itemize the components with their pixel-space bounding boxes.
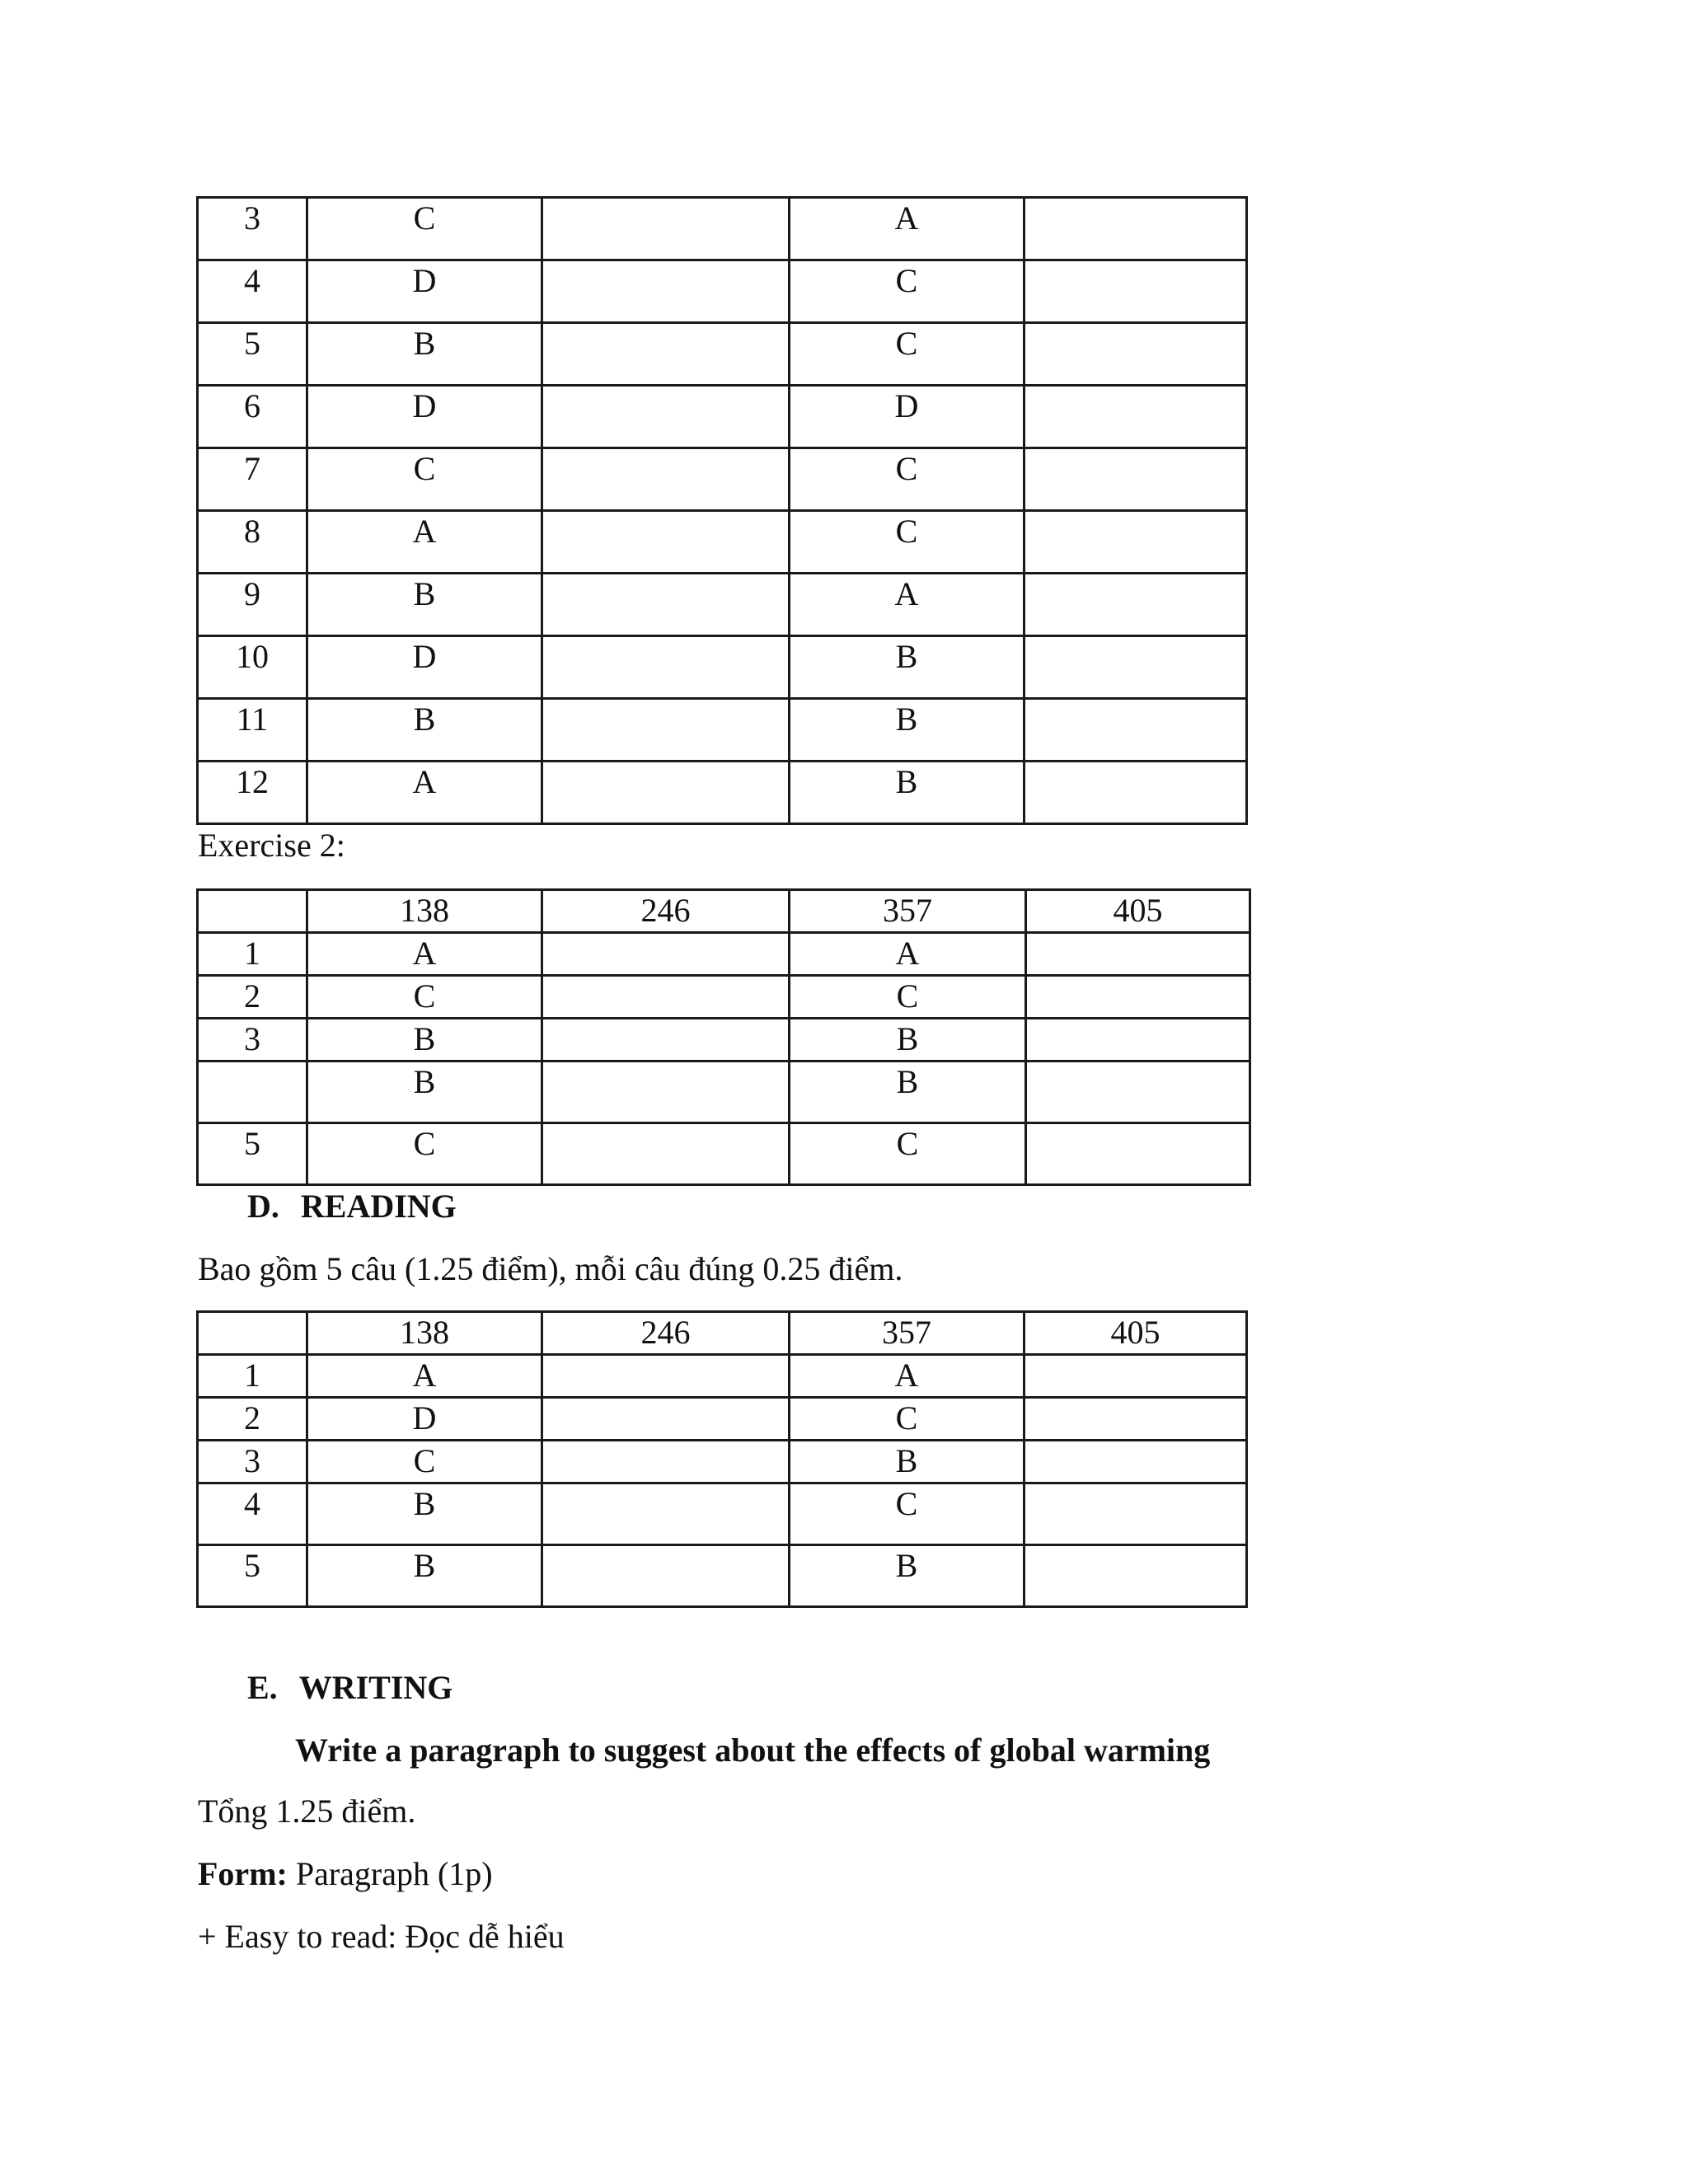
table-cell (198, 1123, 307, 1185)
cell-text: 138 (400, 892, 449, 929)
cell-text (1025, 1399, 1245, 1400)
table-cell (307, 1483, 542, 1545)
table-cell (1025, 1483, 1247, 1545)
table-cell (542, 448, 790, 511)
table-cell (307, 1312, 542, 1355)
table-cell (198, 762, 307, 824)
cell-text (543, 762, 788, 764)
table-cell (542, 699, 790, 762)
table-row (198, 762, 1247, 824)
table-cell (198, 1441, 307, 1483)
cell-text (543, 700, 788, 701)
table-cell (1025, 1312, 1247, 1355)
cell-text: B (413, 701, 436, 738)
table-row (198, 574, 1247, 636)
table-cell (1025, 386, 1247, 448)
cell-text (543, 449, 788, 451)
cell-text (1027, 934, 1249, 935)
cell-text (199, 891, 306, 893)
cell-text: 3 (244, 199, 260, 237)
table-header-row (198, 890, 1250, 933)
cell-text: A (412, 935, 437, 972)
cell-text: 1 (244, 1357, 260, 1394)
table-cell (307, 574, 542, 636)
table-cell (1026, 933, 1250, 976)
cell-text (1025, 512, 1245, 513)
table-cell (542, 1441, 790, 1483)
cell-text: 246 (640, 892, 691, 929)
table-row (198, 260, 1247, 323)
cell-text: 4 (244, 262, 260, 299)
cell-text (543, 1399, 788, 1400)
table-cell (542, 260, 790, 323)
table-cell (198, 1062, 307, 1123)
table-cell (542, 198, 790, 260)
table-cell (1026, 1019, 1250, 1062)
cell-text: 5 (244, 1547, 260, 1584)
reading-heading (247, 1187, 457, 1226)
table-cell (542, 1312, 790, 1355)
table-cell (542, 890, 790, 933)
table-cell (307, 636, 542, 699)
cell-text: C (896, 977, 919, 1015)
answer-table-exercise-1 (196, 196, 1248, 825)
cell-text: 12 (236, 763, 269, 800)
cell-text (543, 1484, 788, 1486)
table-cell (198, 1545, 307, 1607)
table-cell (307, 198, 542, 260)
table-cell (790, 1441, 1025, 1483)
table-cell (542, 1483, 790, 1545)
table-cell (1025, 1398, 1247, 1441)
cell-text: C (895, 513, 918, 550)
answer-table-exercise-2 (196, 888, 1251, 1186)
table-row (198, 636, 1247, 699)
cell-text (1027, 977, 1249, 978)
table-cell (1025, 1545, 1247, 1607)
table-cell (1025, 323, 1247, 386)
cell-text: C (895, 262, 918, 299)
exercise-2-label: Exercise 2: (198, 827, 345, 864)
cell-text: A (894, 1357, 919, 1394)
table-cell (198, 976, 307, 1019)
cell-text (1027, 1019, 1249, 1021)
table-cell (790, 636, 1025, 699)
table-cell (790, 511, 1025, 574)
cell-text (543, 1441, 788, 1443)
cell-text: 5 (244, 1125, 260, 1162)
cell-text: 11 (236, 701, 269, 738)
table-cell (542, 386, 790, 448)
cell-text: A (412, 1357, 437, 1394)
table-row (198, 1398, 1247, 1441)
table-cell (198, 1312, 307, 1355)
table-cell (307, 1398, 542, 1441)
table-cell (307, 1123, 542, 1185)
cell-text: D (412, 638, 437, 675)
table-row (198, 1441, 1247, 1483)
cell-text: B (413, 325, 436, 362)
table-cell (790, 933, 1026, 976)
cell-text: B (413, 1063, 436, 1100)
cell-text: A (895, 935, 920, 972)
table-cell (307, 448, 542, 511)
table-cell (790, 448, 1025, 511)
table-cell (542, 574, 790, 636)
table-cell (790, 1019, 1026, 1062)
cell-text: C (895, 450, 918, 487)
cell-text: 405 (1110, 1314, 1160, 1351)
table-cell (198, 511, 307, 574)
table-cell (790, 1123, 1026, 1185)
writing-prompt: Write a paragraph to suggest about the effects of global warming (295, 1732, 1211, 1769)
table-cell (198, 699, 307, 762)
table-cell (790, 1545, 1025, 1607)
cell-text: C (413, 450, 436, 487)
table-cell (790, 762, 1025, 824)
table-cell (790, 1312, 1025, 1355)
cell-text (543, 324, 788, 326)
cell-text: B (896, 1020, 919, 1057)
table-row (198, 1062, 1250, 1123)
table-cell (790, 386, 1025, 448)
table-cell (1026, 1062, 1250, 1123)
table-cell (790, 890, 1026, 933)
reading-marker: D. (247, 1188, 279, 1225)
reading-title: READING (300, 1188, 457, 1225)
cell-text: B (896, 1063, 919, 1100)
cell-text (543, 387, 788, 388)
cell-text (1025, 324, 1245, 326)
table-row (198, 386, 1247, 448)
cell-text (199, 1062, 306, 1064)
table-cell (542, 1355, 790, 1398)
answer-table-reading (196, 1310, 1248, 1608)
table-cell (542, 323, 790, 386)
cell-text: C (413, 977, 436, 1015)
cell-text: 2 (244, 977, 260, 1015)
cell-text: C (895, 1485, 918, 1522)
table-cell (542, 1019, 790, 1062)
table-row (198, 323, 1247, 386)
cell-text: A (412, 513, 437, 550)
cell-text (1025, 700, 1245, 701)
table-cell (1025, 448, 1247, 511)
table-cell (542, 1398, 790, 1441)
cell-text: C (896, 1125, 919, 1162)
table-cell (198, 448, 307, 511)
reading-description: Bao gồm 5 câu (1.25 điểm), mỗi câu đúng 0.25 điểm. (198, 1250, 903, 1287)
cell-text: D (894, 387, 919, 424)
cell-text: 8 (244, 513, 260, 550)
cell-text (543, 1124, 788, 1126)
table-cell (198, 1019, 307, 1062)
cell-text: 357 (883, 892, 932, 929)
table-cell (542, 636, 790, 699)
table-row (198, 198, 1247, 260)
cell-text: A (894, 199, 919, 237)
cell-text: D (412, 1399, 437, 1436)
cell-text (543, 1356, 788, 1357)
cell-text: 1 (244, 935, 260, 972)
table-cell (198, 1355, 307, 1398)
cell-text: C (413, 199, 436, 237)
cell-text (543, 977, 788, 978)
table-cell (790, 574, 1025, 636)
writing-marker: E. (247, 1669, 278, 1706)
table-cell (542, 1062, 790, 1123)
table-cell (1025, 762, 1247, 824)
cell-text (1025, 1356, 1245, 1357)
table-cell (198, 1483, 307, 1545)
cell-text: B (413, 575, 436, 612)
table-cell (307, 260, 542, 323)
table-cell (307, 1355, 542, 1398)
cell-text: A (412, 763, 437, 800)
table-cell (1026, 1123, 1250, 1185)
cell-text: A (894, 575, 919, 612)
cell-text: 9 (244, 575, 260, 612)
table-cell (1025, 699, 1247, 762)
cell-text: B (895, 1442, 918, 1479)
cell-text (543, 934, 788, 935)
cell-text: B (895, 701, 918, 738)
table-cell (542, 1123, 790, 1185)
table-cell (1025, 260, 1247, 323)
cell-text (1025, 574, 1245, 576)
cell-text (543, 637, 788, 639)
table-row (198, 1123, 1250, 1185)
cell-text: C (895, 325, 918, 362)
table-cell (1025, 636, 1247, 699)
cell-text: 138 (400, 1314, 449, 1351)
table-cell (307, 323, 542, 386)
table-cell (542, 511, 790, 574)
cell-text (1025, 261, 1245, 263)
cell-text (543, 1546, 788, 1548)
writing-form (198, 1854, 493, 1894)
writing-title: WRITING (298, 1669, 453, 1706)
cell-text (1025, 387, 1245, 388)
table-cell (198, 636, 307, 699)
table-cell (307, 386, 542, 448)
cell-text (1025, 1546, 1245, 1548)
table-row (198, 1545, 1247, 1607)
cell-text: 3 (244, 1020, 260, 1057)
cell-text: B (413, 1547, 436, 1584)
table-cell (307, 890, 542, 933)
cell-text (543, 261, 788, 263)
table-cell (790, 323, 1025, 386)
cell-text: 405 (1113, 892, 1163, 929)
cell-text: B (895, 1547, 918, 1584)
table-cell (1025, 1441, 1247, 1483)
cell-text (543, 1019, 788, 1021)
cell-text (1027, 1124, 1249, 1126)
table-row (198, 511, 1247, 574)
table-cell (307, 933, 542, 976)
table-cell (307, 1545, 542, 1607)
table-cell (790, 1062, 1026, 1123)
table-cell (790, 1398, 1025, 1441)
cell-text: B (895, 638, 918, 675)
table-cell (198, 933, 307, 976)
table-row (198, 933, 1250, 976)
cell-text: 2 (244, 1399, 260, 1436)
cell-text: B (413, 1020, 436, 1057)
table-cell (307, 1441, 542, 1483)
table-cell (1025, 574, 1247, 636)
table-cell (307, 511, 542, 574)
table-cell (198, 890, 307, 933)
table-cell (790, 699, 1025, 762)
cell-text: 246 (640, 1314, 691, 1351)
table-cell (1025, 198, 1247, 260)
writing-heading (247, 1668, 452, 1708)
cell-text (1025, 199, 1245, 200)
table-cell (542, 762, 790, 824)
table-cell (198, 198, 307, 260)
form-value: Paragraph (1p) (287, 1855, 493, 1892)
table-header-row (198, 1312, 1247, 1355)
table-cell (790, 260, 1025, 323)
table-cell (542, 933, 790, 976)
cell-text: 7 (244, 450, 260, 487)
cell-text: D (412, 262, 437, 299)
cell-text: B (413, 1485, 436, 1522)
table-row (198, 1019, 1250, 1062)
table-cell (542, 1545, 790, 1607)
cell-text (1027, 1062, 1249, 1064)
cell-text (1025, 1484, 1245, 1486)
table-cell (307, 976, 542, 1019)
cell-text: 5 (244, 325, 260, 362)
cell-text: 10 (236, 638, 269, 675)
table-cell (198, 323, 307, 386)
cell-text (1025, 762, 1245, 764)
table-cell (790, 1483, 1025, 1545)
cell-text: C (413, 1125, 436, 1162)
table-cell (198, 260, 307, 323)
cell-text (1025, 449, 1245, 451)
cell-text (543, 199, 788, 200)
table-cell (790, 1355, 1025, 1398)
cell-text: B (895, 763, 918, 800)
cell-text (543, 512, 788, 513)
table-cell (1026, 890, 1250, 933)
cell-text: C (895, 1399, 918, 1436)
cell-text: 6 (244, 387, 260, 424)
table-cell (307, 1062, 542, 1123)
writing-total: Tổng 1.25 điểm. (198, 1793, 416, 1830)
table-cell (198, 574, 307, 636)
writing-easy-to-read: + Easy to read: Đọc dễ hiểu (198, 1918, 565, 1955)
cell-text (199, 1313, 306, 1315)
table-cell (542, 976, 790, 1019)
cell-text (1025, 1441, 1245, 1443)
table-cell (198, 1398, 307, 1441)
table-cell (198, 386, 307, 448)
form-label: Form: (198, 1855, 288, 1892)
cell-text: 3 (244, 1442, 260, 1479)
table-cell (790, 976, 1026, 1019)
table-row (198, 976, 1250, 1019)
table-row (198, 1355, 1247, 1398)
table-cell (1025, 1355, 1247, 1398)
table-row (198, 1483, 1247, 1545)
cell-text: C (413, 1442, 436, 1479)
table-cell (307, 699, 542, 762)
table-cell (790, 198, 1025, 260)
table-cell (1026, 976, 1250, 1019)
table-row (198, 699, 1247, 762)
cell-text: 4 (244, 1485, 260, 1522)
table-cell (1025, 511, 1247, 574)
cell-text: D (412, 387, 437, 424)
cell-text (543, 1062, 788, 1064)
table-cell (307, 1019, 542, 1062)
cell-text (1025, 637, 1245, 639)
table-cell (307, 762, 542, 824)
cell-text (543, 574, 788, 576)
cell-text: 357 (882, 1314, 931, 1351)
table-row (198, 448, 1247, 511)
